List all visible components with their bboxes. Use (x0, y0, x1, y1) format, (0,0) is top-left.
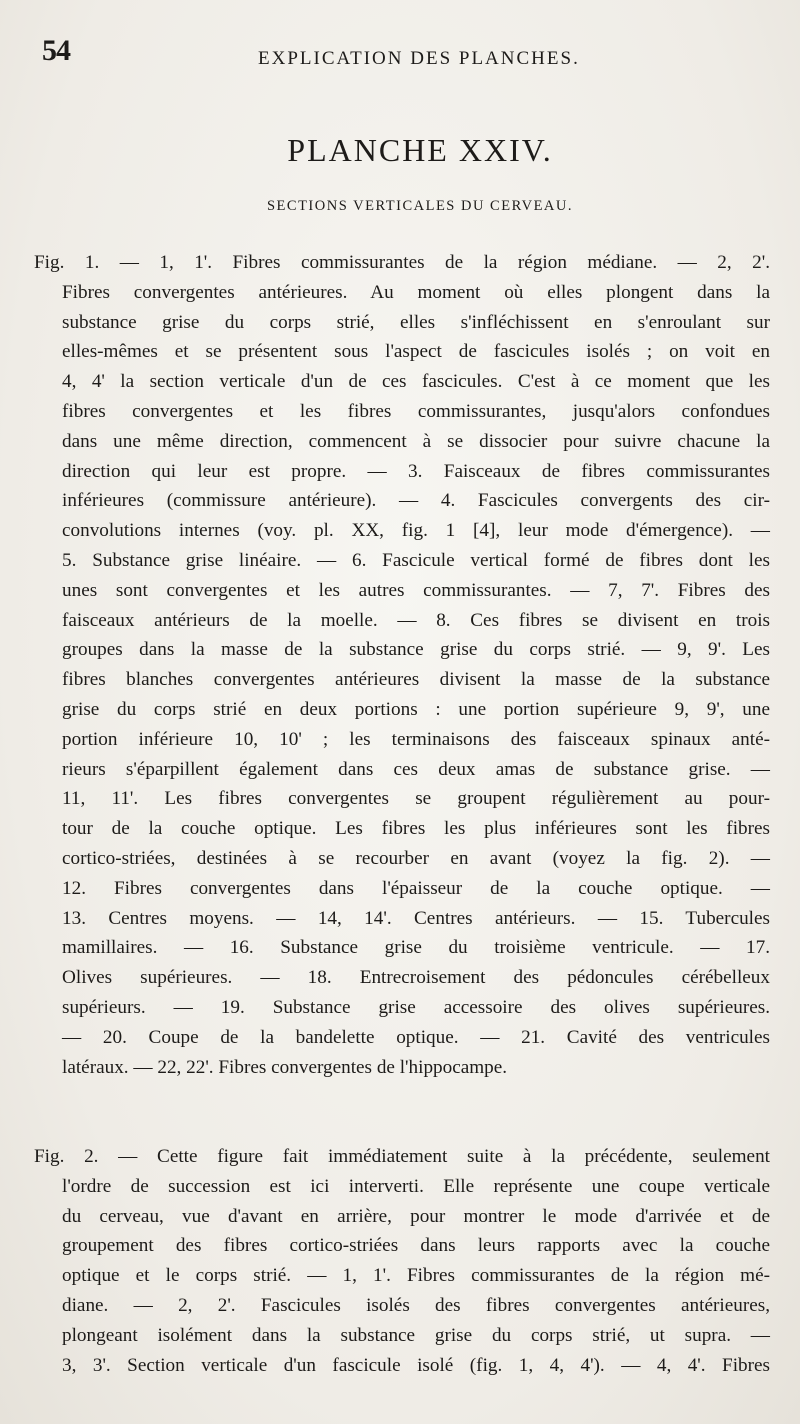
text-line: optique et le corps strié. — 1, 1'. Fibres commissurantes de la région mé- (62, 1265, 770, 1287)
text-line: 11, 11'. Les fibres convergentes se groupent régulièrement au pour- (62, 788, 770, 810)
text-line: Fibres convergentes antérieures. Au moment où elles plongent dans la (62, 281, 770, 303)
text-line: inférieures (commissure antérieure). — 4. Fascicules convergents des cir- (62, 490, 770, 512)
text-line: dans une même direction, commencent à se dissocier pour suivre chacune la (62, 430, 770, 452)
text-line: groupement des fibres cortico-striées dans leurs rapports avec la couche (62, 1235, 770, 1257)
text-line: 3, 3'. Section verticale d'un fascicule isolé (fig. 1, 4, 4'). — 4, 4'. Fibres (62, 1354, 770, 1376)
text-line: rieurs s'éparpillent également dans ces deux amas de substance grise. — (62, 758, 770, 780)
text-line: cortico-striées, destinées à se recourber en avant (voyez la fig. 2). — (62, 847, 770, 869)
figure-1-legend (34, 248, 770, 1082)
text-line: supérieurs. — 19. Substance grise accessoire des olives supérieures. (62, 996, 770, 1018)
text-line: — 20. Coupe de la bandelette optique. — 21. Cavité des ventricules (62, 1026, 770, 1048)
text-line: grise du corps strié en deux portions : une portion supérieure 9, 9', une (62, 698, 770, 720)
text-line: fibres blanches convergentes antérieures divisent la masse de la substance (62, 669, 770, 691)
text-line: 5. Substance grise linéaire. — 6. Fascicule vertical formé de fibres dont les (62, 549, 770, 571)
text-line: Fig. 1. — 1, 1'. Fibres commissurantes de la région médiane. — 2, 2'. (34, 252, 770, 273)
plate-title: PLANCHE XXIV. (287, 132, 553, 168)
text-line: 12. Fibres convergentes dans l'épaisseur de la couche optique. — (62, 877, 770, 899)
plate-subtitle: SECTIONS VERTICALES DU CERVEAU. (266, 198, 573, 214)
text-line: fibres convergentes et les fibres commissurantes, jusqu'alors confondues (62, 400, 770, 422)
running-head: EXPLICATION DES PLANCHES. (258, 48, 580, 69)
text-line: 4, 4' la section verticale d'un de ces fascicules. C'est à ce moment que les (62, 371, 770, 393)
text-line: groupes dans la masse de la substance grise du corps strié. — 9, 9'. Les (62, 639, 770, 661)
text-line: portion inférieure 10, 10' ; les terminaisons des faisceaux spinaux anté- (62, 728, 770, 750)
text-line: Fig. 2. — Cette figure fait immédiatement suite à la précédente, seulement (34, 1146, 770, 1167)
text-line: diane. — 2, 2'. Fascicules isolés des fibres convergentes antérieures, (62, 1294, 770, 1316)
page-number: 54 (42, 34, 70, 67)
text-line: substance grise du corps strié, elles s'infléchissent en s'enroulant sur (62, 311, 770, 333)
text-line: convolutions internes (voy. pl. XX, fig. 1 [4], leur mode d'émergence). — (62, 520, 770, 542)
text-line: Olives supérieures. — 18. Entrecroisement des pédoncules cérébelleux (62, 967, 770, 989)
figure-2-legend (34, 1142, 770, 1380)
text-line: 13. Centres moyens. — 14, 14'. Centres antérieurs. — 15. Tubercules (62, 907, 770, 929)
text-line: direction qui leur est propre. — 3. Faisceaux de fibres commissurantes (62, 460, 770, 482)
text-line: mamillaires. — 16. Substance grise du troisième ventricule. — 17. (62, 937, 770, 959)
text-line: unes sont convergentes et les autres commissurantes. — 7, 7'. Fibres des (62, 579, 770, 601)
text-line: du cerveau, vue d'avant en arrière, pour montrer le mode d'arrivée et de (62, 1205, 770, 1227)
text-line: tour de la couche optique. Les fibres les plus inférieures sont les fibres (62, 818, 770, 840)
text-line: faisceaux antérieurs de la moelle. — 8. Ces fibres se divisent en trois (62, 609, 770, 631)
text-line: elles-mêmes et se présentent sous l'aspect de fascicules isolés ; on voit en (62, 341, 770, 363)
text-line: latéraux. — 22, 22'. Fibres convergentes de l'hippocampe. (62, 1056, 508, 1078)
text-line: l'ordre de succession est ici interverti. Elle représente une coupe verticale (62, 1175, 770, 1197)
text-line: plongeant isolément dans la substance grise du corps strié, ut supra. — (62, 1324, 770, 1346)
